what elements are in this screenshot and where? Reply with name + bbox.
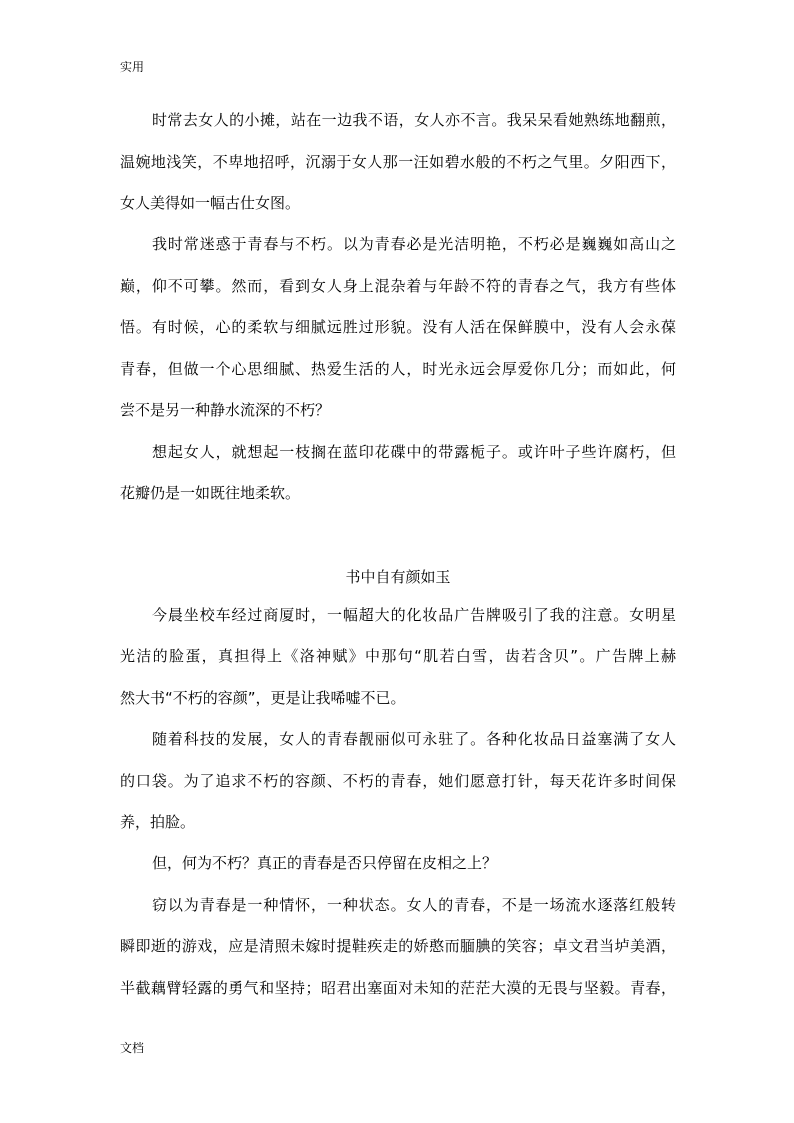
paragraph-line: 瞬即逝的游戏，应是清照未嫁时提鞋疾走的娇憨而腼腆的笑容；卓文君当垆美酒， — [120, 937, 676, 955]
page-footer: 文档 — [120, 1041, 145, 1055]
paragraph-line: 女人美得如一幅古仕女图。 — [120, 194, 301, 212]
paragraph-line: 今晨坐校车经过商厦时，一幅超大的化妆品广告牌吸引了我的注意。女明星 — [152, 606, 676, 624]
paragraph-line: 尝不是另一种静水流深的不朽？ — [120, 401, 331, 419]
paragraph-line: 我时常迷惑于青春与不朽。以为青春必是光洁明艳，不朽必是巍巍如高山之 — [152, 235, 676, 253]
paragraph-line: 窃以为青春是一种情怀，一种状态。女人的青春，不是一场流水逐落红般转 — [152, 896, 676, 914]
paragraph-line: 巅，仰不可攀。然而，看到女人身上混杂着与年龄不符的青春之气，我方有些体 — [120, 277, 676, 295]
section-title: 书中自有颜如玉 — [345, 568, 451, 586]
paragraph-line: 想起女人，就想起一枝搁在蓝印花碟中的带露栀子。或许叶子些许腐朽，但 — [152, 443, 676, 461]
paragraph-line: 然大书“不朽的容颜”，更是让我唏嘘不已。 — [120, 689, 406, 707]
paragraph-line: 花瓣仍是一如既往地柔软。 — [120, 484, 301, 502]
paragraph-line: 半截藕臂轻露的勇气和坚持；昭君出塞面对未知的茫茫大漠的无畏与坚毅。青春， — [120, 979, 676, 997]
paragraph-line: 时常去女人的小摊，站在一边我不语，女人亦不言。我呆呆看她熟练地翻煎， — [152, 111, 676, 129]
paragraph-line: 养，拍脸。 — [120, 813, 196, 831]
paragraph-line: 随着科技的发展，女人的青春靓丽似可永驻了。各种化妆品日益塞满了女人 — [152, 730, 676, 748]
paragraph-line: 悟。有时候，心的柔软与细腻远胜过形貌。没有人活在保鲜膜中，没有人会永葆 — [120, 318, 676, 336]
page-header: 实用 — [120, 60, 145, 74]
paragraph-line: 青春，但做一个心思细腻、热爱生活的人，时光永远会厚爱你几分；而如此，何 — [120, 360, 676, 378]
paragraph-line: 的口袋。为了追求不朽的容颜、不朽的青春，她们愿意打针，每天花许多时间保 — [120, 772, 676, 790]
paragraph-line: 光洁的脸蛋，真担得上《洛神赋》中那句“肌若白雪，齿若含贝”。广告牌上赫 — [120, 647, 676, 665]
paragraph-line: 温婉地浅笑，不卑地招呼，沉溺于女人那一汪如碧水般的不朽之气里。夕阳西下， — [120, 153, 676, 171]
paragraph-line: 但，何为不朽？真正的青春是否只停留在皮相之上？ — [152, 854, 498, 872]
